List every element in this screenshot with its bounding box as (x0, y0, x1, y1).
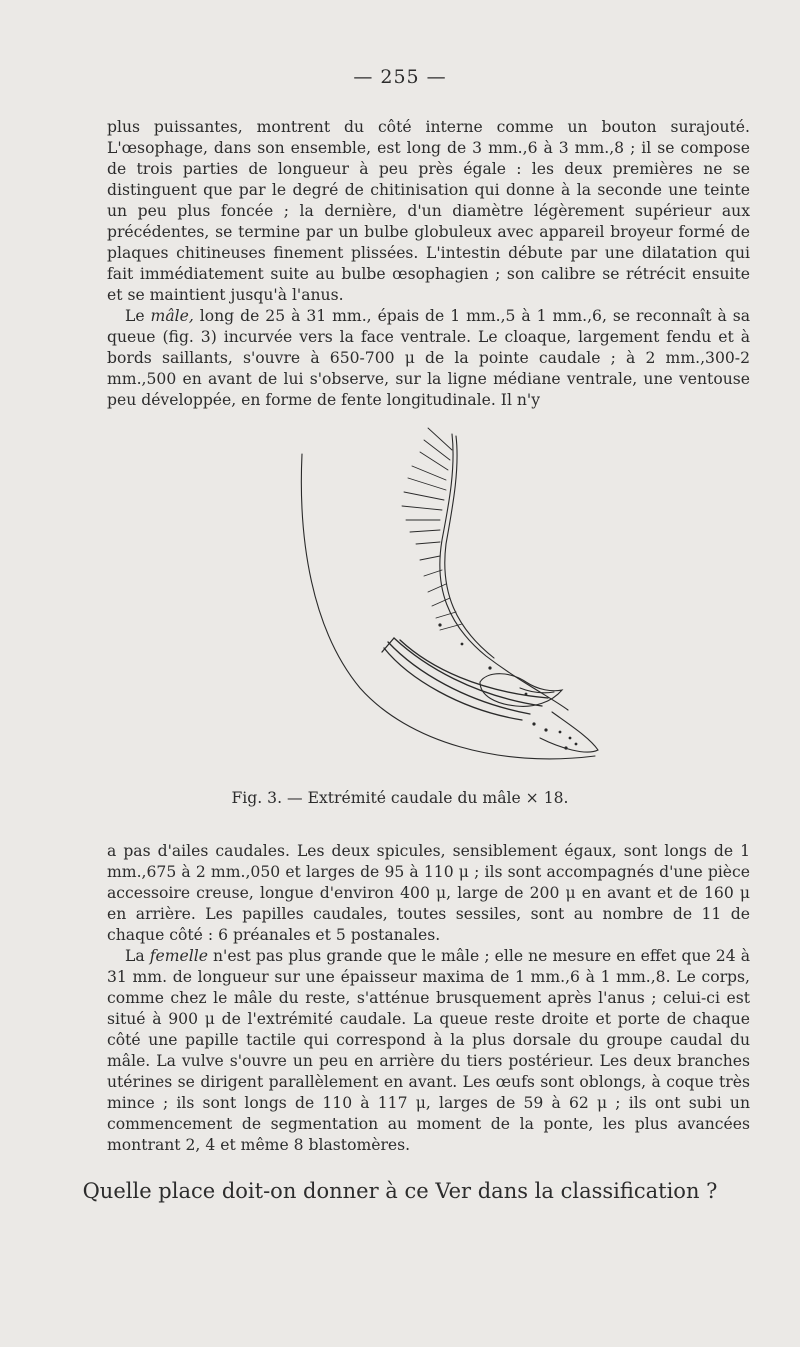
page-number: — 255 — (353, 66, 447, 88)
male-text: long de 25 à 31 mm., épais de 1 mm.,5 à 1 mm.,6, se reconnaît à sa queue (fig. 3) incurvée vers la face ventrale. Le cloaque, largement fendu et à bords saillants, s'ouvre à 650-700 μ de la pointe caudale ; à 2 mm.,300-2 mm.,500 en avant de lui s'observe, sur la ligne médiane ventrale, une ventouse peu développée, en forme de fente longitudinale. Il n'y (107, 307, 751, 409)
paragraph-male (107, 306, 750, 411)
paragraph-oesophagus: plus puissantes, montrent du côté interne comme un bouton surajouté. L'œsophage, dans son ensemble, est long de 3 mm.,6 à 3 mm.,8 ; il se compose de trois parties de longueur à peu près égale : les deux premières ne se distinguent que par le degré de chitinisation qui donne à la seconde une teinte un peu plus foncée ; la dernière, d'un diamètre légèrement supérieur aux précédentes, se termine par un bulbe globuleux avec appareil broyeur formé de plaques chitineuses finement plissées. L'intestin débute par une dilatation qui fait immédiatement suite au bulbe œsophagien ; son calibre se rétrécit ensuite et se maintient jusqu'à l'anus. (107, 118, 750, 304)
spicules (382, 638, 548, 720)
male-term: mâle, (150, 307, 194, 325)
text-block-lower (107, 841, 750, 1156)
accessory-piece (480, 674, 562, 707)
paragraph-spicules: a pas d'ailes caudales. Les deux spicules, sensiblement égaux, sont longs de 1 mm.,675 à 2 mm.,050 et larges de 95 à 110 μ ; ils sont accompagnés d'une pièce accessoire creuse, longue d'environ 400 μ, large de 200 μ en avant et de 160 μ en arrière. Les papilles caudales, toutes sessiles, sont au nombre de 11 de chaque côté : 6 préanales et 5 postanales. (107, 842, 750, 944)
female-lead: La (125, 947, 150, 965)
papillae (438, 623, 577, 749)
female-text: n'est pas plus grande que le mâle ; elle ne mesure en effet que 24 à 31 mm. de longueur sur une épaisseur maxima de 1 mm.,6 à 1 mm.,8. Le corps, comme chez le mâle du reste, s'atténue brusquement après l'anus ; celui-ci est situé à 900 μ de l'extrémité caudale. La queue reste droite et porte de chaque côté une papille tactile qui correspond à la plus dorsale du groupe caudal du mâle. La vulve s'ouvre un peu en arrière du tiers postérieur. Les deux branches utérines se dirigent parallèlement en avant. Les œufs sont oblongs, à coque très mince ; ils sont longs de 110 à 117 μ, larges de 59 à 62 μ ; ils ont subi un commencement de segmentation au moment de la ponte, les plus avancées montrant 2, 4 et même 8 blastomères. (107, 947, 750, 1154)
text-block-upper (107, 117, 750, 411)
closing-question: Quelle place doit-on donner à ce Ver dans la classification ? (82, 1179, 718, 1203)
paragraph-female (107, 946, 750, 1156)
figure-caudal-extremity-illustration (290, 420, 610, 780)
male-lead: Le (125, 307, 151, 325)
figure-caption: Fig. 3. — Extrémité caudale du mâle × 18. (231, 789, 569, 807)
female-term: femelle (149, 947, 208, 965)
